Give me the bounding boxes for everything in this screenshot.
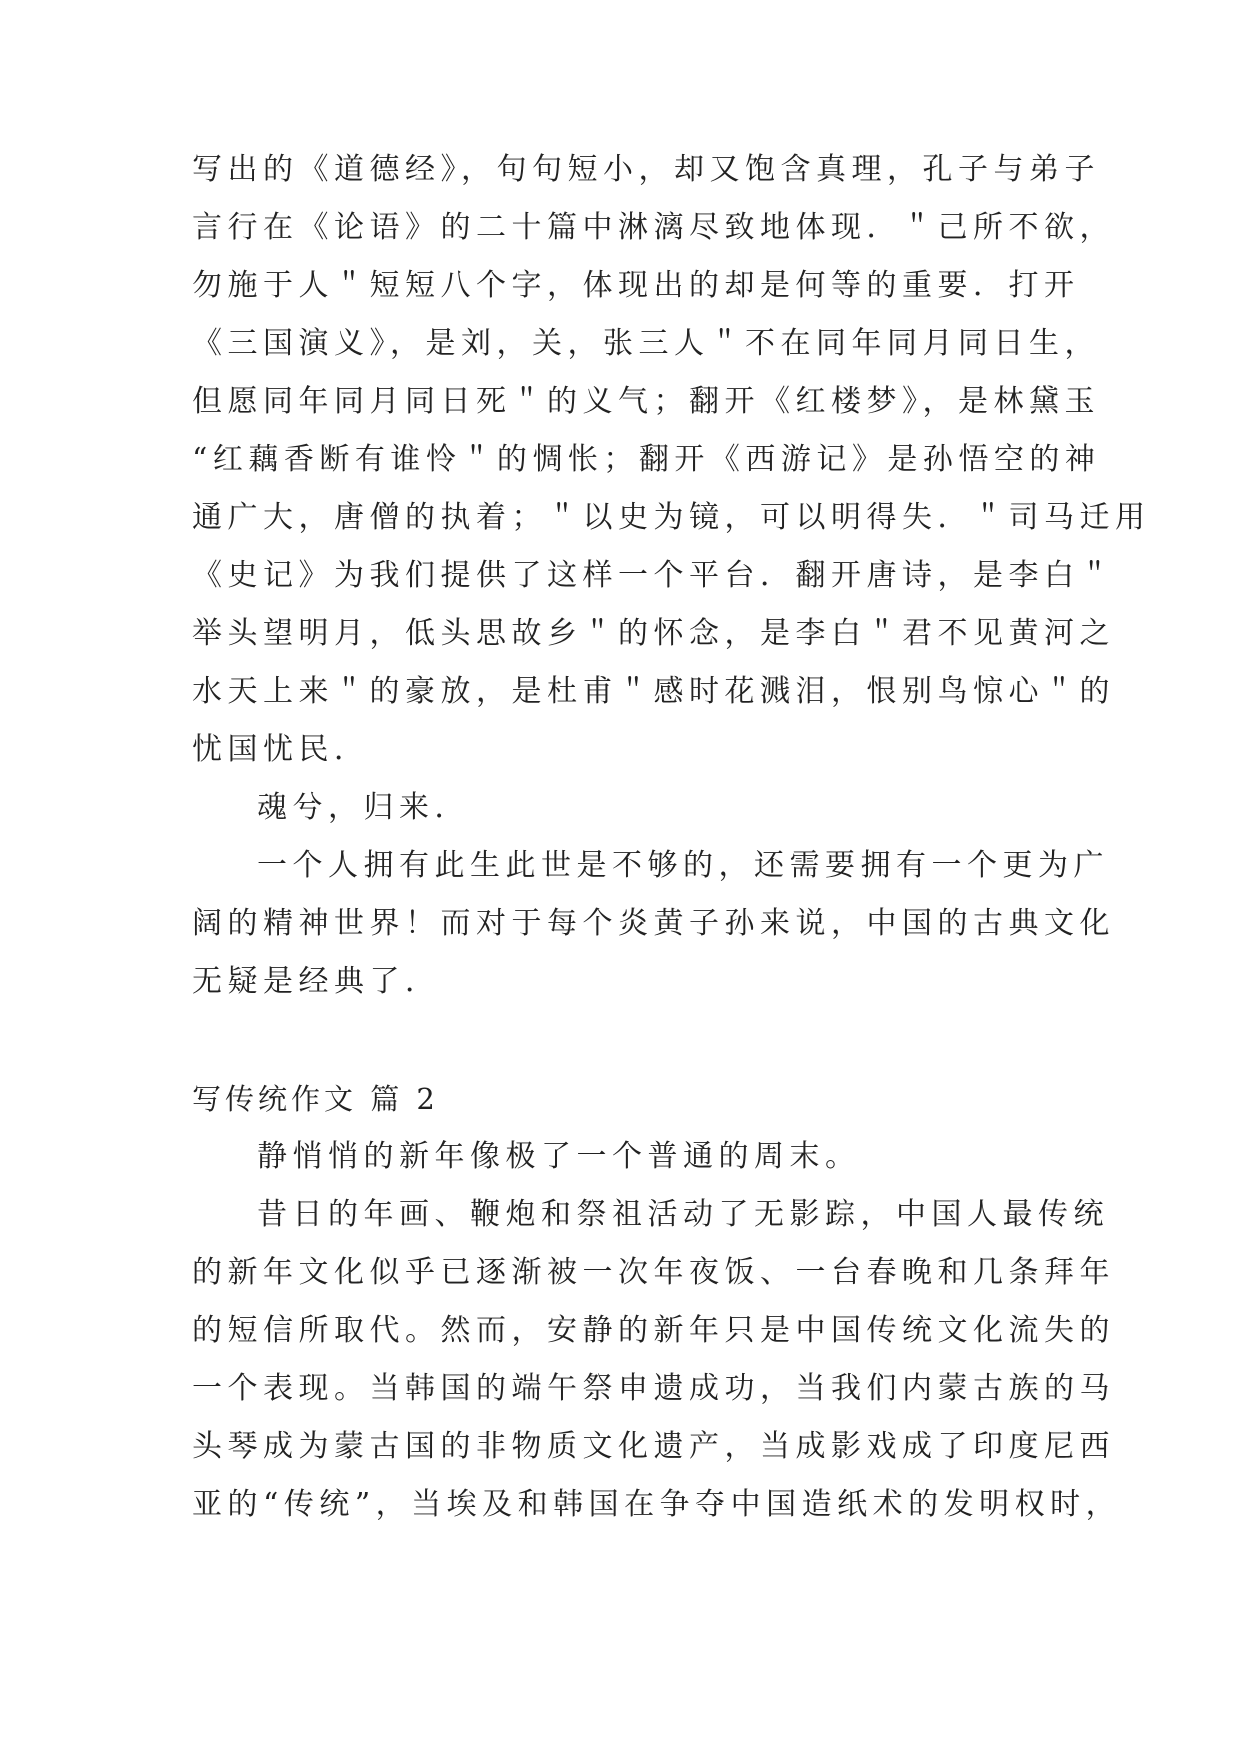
text-line: 但愿同年同月同日死＂的义气；翻开《红楼梦》，是林黛玉 bbox=[192, 384, 1100, 419]
text-line: 言行在《论语》的二十篇中淋漓尽致地体现．＂己所不欲， bbox=[192, 210, 1115, 245]
text-line: 《史记》为我们提供了这样一个平台．翻开唐诗，是李白＂ bbox=[192, 558, 1115, 593]
text-line: 《三国演义》，是刘，关，张三人＂不在同年同月同日生， bbox=[192, 326, 1100, 361]
section-heading: 写传统作文 篇 2 bbox=[192, 1082, 439, 1116]
text-line: 通广大，唐僧的执着；＂以史为镜，可以明得失．＂司马迁用 bbox=[192, 500, 1151, 535]
text-line: 头琴成为蒙古国的非物质文化遗产，当成影戏成了印度尼西 bbox=[192, 1429, 1115, 1464]
text-line: 忧国忧民． bbox=[192, 732, 370, 767]
paragraph: 魂兮，归来． bbox=[257, 790, 470, 825]
text-line: 一个人拥有此生此世是不够的，还需要拥有一个更为广 bbox=[257, 848, 1109, 883]
text-line: 的新年文化似乎已逐渐被一次年夜饭、一台春晚和几条拜年 bbox=[192, 1255, 1115, 1290]
text-line: 昔日的年画、鞭炮和祭祖活动了无影踪，中国人最传统 bbox=[257, 1197, 1109, 1232]
paragraph: 静悄悄的新年像极了一个普通的周末。 bbox=[257, 1139, 861, 1174]
text-line: 无疑是经典了． bbox=[192, 964, 441, 999]
text-line: 水天上来＂的豪放，是杜甫＂感时花溅泪，恨别鸟惊心＂的 bbox=[192, 674, 1115, 709]
text-line: 阔的精神世界！而对于每个炎黄子孙来说，中国的古典文化 bbox=[192, 906, 1115, 941]
text-line: 一个表现。当韩国的端午祭申遗成功，当我们内蒙古族的马 bbox=[192, 1371, 1115, 1406]
text-line: 举头望明月，低头思故乡＂的怀念，是李白＂君不见黄河之 bbox=[192, 616, 1115, 651]
text-line: 写出的《道德经》，句句短小，却又饱含真理，孔子与弟子 bbox=[192, 152, 1100, 187]
text-line: 亚的“传统”，当埃及和韩国在争夺中国造纸术的发明权时， bbox=[192, 1487, 1122, 1522]
text-line: 勿施于人＂短短八个字，体现出的却是何等的重要．打开 bbox=[192, 268, 1080, 303]
text-line: 的短信所取代。然而，安静的新年只是中国传统文化流失的 bbox=[192, 1313, 1115, 1348]
text-line: “红藕香断有谁怜＂的惆怅；翻开《西游记》是孙悟空的神 bbox=[192, 442, 1101, 477]
